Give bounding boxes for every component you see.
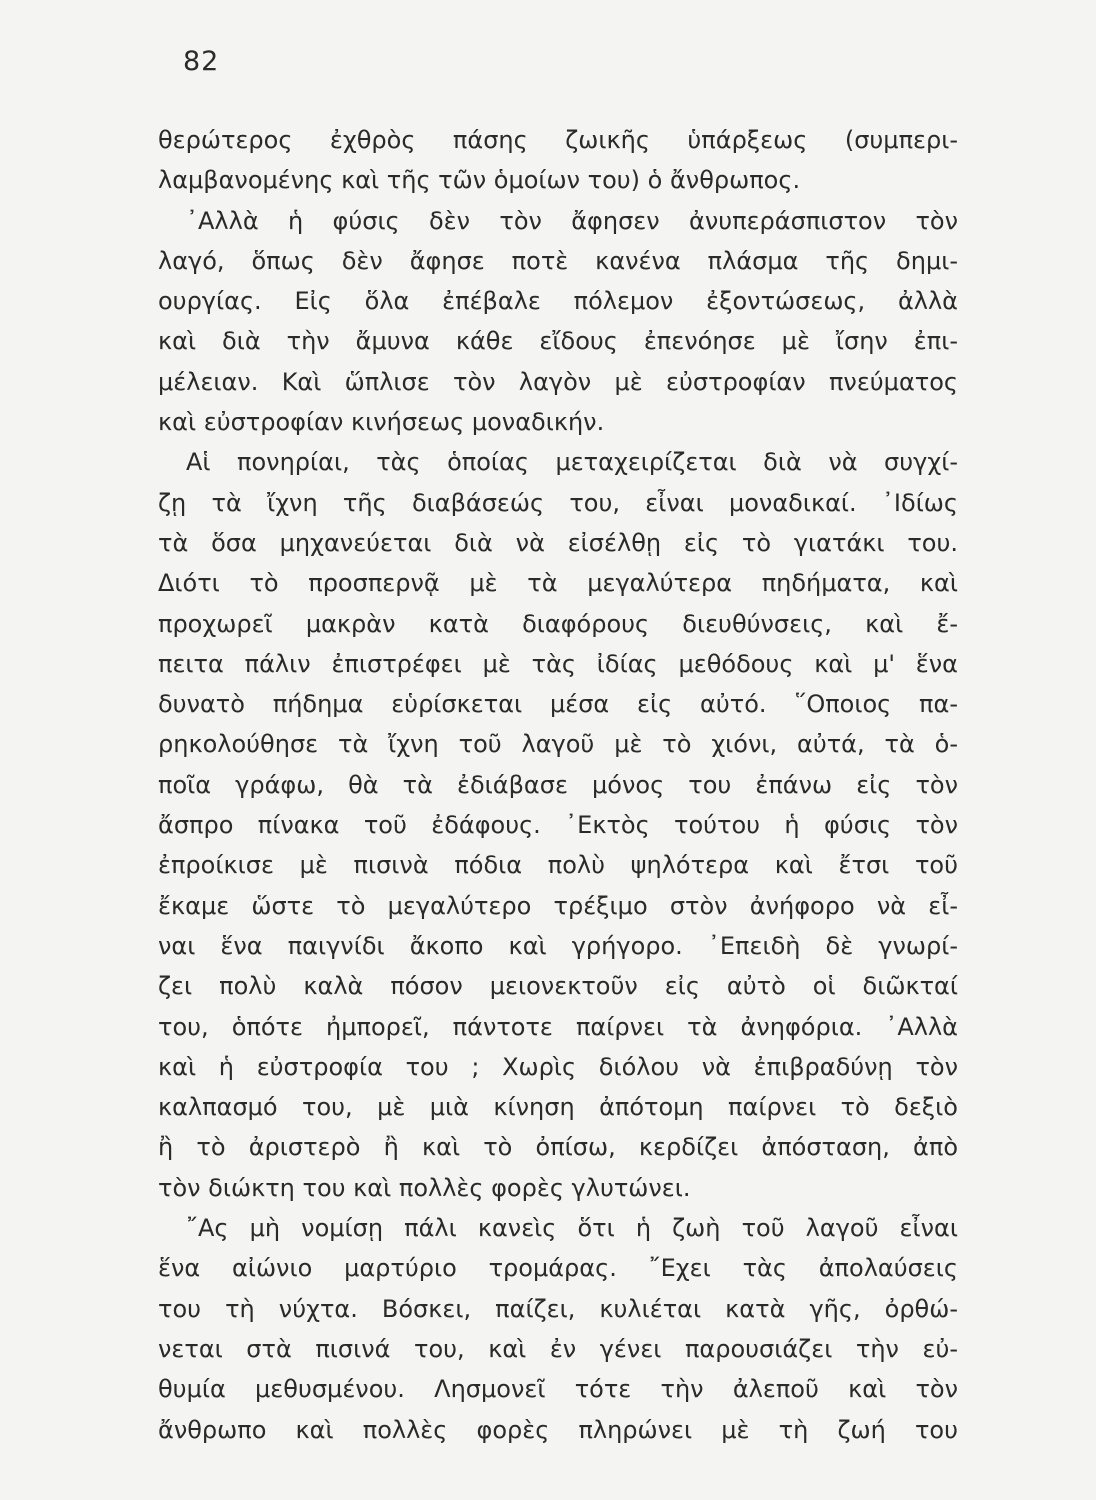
text-line: ἐπροίκισε μὲ πισινὰ πόδια πολὺ ψηλότερα καὶ ἔτσι τοῦ <box>158 851 958 880</box>
text-line: ζῃ τὰ ἴχνη τῆς διαβάσεώς του, εἶναι μοναδικαί. ᾿Ιδίως <box>158 488 958 517</box>
text-line: δυνατὸ πήδημα εὑρίσκεται μέσα εἰς αὐτό. ῞Οποιος πα- <box>158 690 958 719</box>
text-line: καλπασμό του, μὲ μιὰ κίνηση ἀπότομη παίρνει τὸ δεξιὸ <box>158 1093 958 1122</box>
text-line: ουργίας. Εἰς ὅλα ἐπέβαλε πόλεμον ἐξοντώσεως, ἀλλὰ <box>158 287 958 316</box>
text-line: λαμβανομένης καὶ τῆς τῶν ὁμοίων του) ὁ ἄνθρωπος. <box>158 166 801 195</box>
text-line: ἕνα αἰώνιο μαρτύριο τρομάρας. ῎Εχει τὰς ἀπολαύσεις <box>158 1254 958 1283</box>
text-body <box>158 120 958 1450</box>
text-line: ναι ἕνα παιγνίδι ἄκοπο καὶ γρήγορο. ᾿Επειδὴ δὲ γνωρί- <box>158 931 958 960</box>
text-line: πειτα πάλιν ἐπιστρέφει μὲ τὰς ἰδίας μεθόδους καὶ μ' ἕνα <box>158 649 958 678</box>
text-line: ρηκολούθησε τὰ ἴχνη τοῦ λαγοῦ μὲ τὸ χιόνι, αὐτά, τὰ ὁ- <box>158 730 958 759</box>
text-line: ἄνθρωπο καὶ πολλὲς φορὲς πληρώνει μὲ τὴ ζωή του <box>158 1415 958 1444</box>
text-line: ζει πολὺ καλὰ πόσον μειονεκτοῦν εἰς αὐτὸ οἱ διῶκταί <box>158 972 958 1001</box>
text-line: Διότι τὸ προσπερνᾷ μὲ τὰ μεγαλύτερα πηδήματα, καὶ <box>158 569 958 598</box>
text-line: τὰ ὅσα μηχανεύεται διὰ νὰ εἰσέλθῃ εἰς τὸ γιατάκι του. <box>158 528 958 557</box>
text-line: λαγό, ὅπως δὲν ἄφησε ποτὲ κανένα πλάσμα τῆς δημι- <box>158 246 958 275</box>
text-line: ποῖα γράφω, θὰ τὰ ἐδιάβασε μόνος του ἐπάνω εἰς τὸν <box>158 770 958 799</box>
text-line: καὶ εὐστροφίαν κινήσεως μοναδικήν. <box>158 408 605 437</box>
text-line: μέλειαν. Καὶ ὥπλισε τὸν λαγὸν μὲ εὐστροφίαν πνεύματος <box>158 367 958 396</box>
text-line: προχωρεῖ μακρὰν κατὰ διαφόρους διευθύνσεις, καὶ ἔ- <box>158 609 958 638</box>
text-line: Αἱ πονηρίαι, τὰς ὁποίας μεταχειρίζεται διὰ νὰ συγχί- <box>186 448 958 477</box>
text-line: του τὴ νύχτα. Βόσκει, παίζει, κυλιέται κατὰ γῆς, ὀρθώ- <box>158 1294 958 1323</box>
text-line: καὶ ἡ εὐστροφία του ; Χωρὶς διόλου νὰ ἐπιβραδύνῃ τὸν <box>158 1052 958 1081</box>
text-line: ἔκαμε ὥστε τὸ μεγαλύτερο τρέξιμο στὸν ἀνήφορο νὰ εἶ- <box>158 891 958 920</box>
text-line: νεται στὰ πισινά του, καὶ ἐν γένει παρουσιάζει τὴν εὐ- <box>158 1334 958 1363</box>
text-line: ῎Ας μὴ νομίσῃ πάλι κανεὶς ὅτι ἡ ζωὴ τοῦ λαγοῦ εἶναι <box>186 1214 958 1243</box>
page-number: 82 <box>183 46 220 77</box>
text-line: τὸν διώκτη του καὶ πολλὲς φορὲς γλυτώνει. <box>158 1173 691 1202</box>
text-line: του, ὁπότε ἠμπορεῖ, πάντοτε παίρνει τὰ ἀνηφόρια. ᾿Αλλὰ <box>158 1012 958 1041</box>
text-line: θυμία μεθυσμένου. Λησμονεῖ τότε τὴν ἀλεποῦ καὶ τὸν <box>158 1375 958 1404</box>
text-line: ἢ τὸ ἀριστερὸ ἢ καὶ τὸ ὀπίσω, κερδίζει ἀπόσταση, ἀπὸ <box>158 1133 958 1162</box>
text-line: καὶ διὰ τὴν ἄμυνα κάθε εἴδους ἐπενόησε μὲ ἴσην ἐπι- <box>158 327 958 356</box>
text-line: θερώτερος ἐχθρὸς πάσης ζωικῆς ὑπάρξεως (συμπερι- <box>158 126 958 154</box>
text-line: ἄσπρο πίνακα τοῦ ἐδάφους. ᾿Εκτὸς τούτου ἡ φύσις τὸν <box>158 811 958 840</box>
text-line: ᾿Αλλὰ ἡ φύσις δὲν τὸν ἄφησεν ἀνυπεράσπιστον τὸν <box>186 206 958 235</box>
